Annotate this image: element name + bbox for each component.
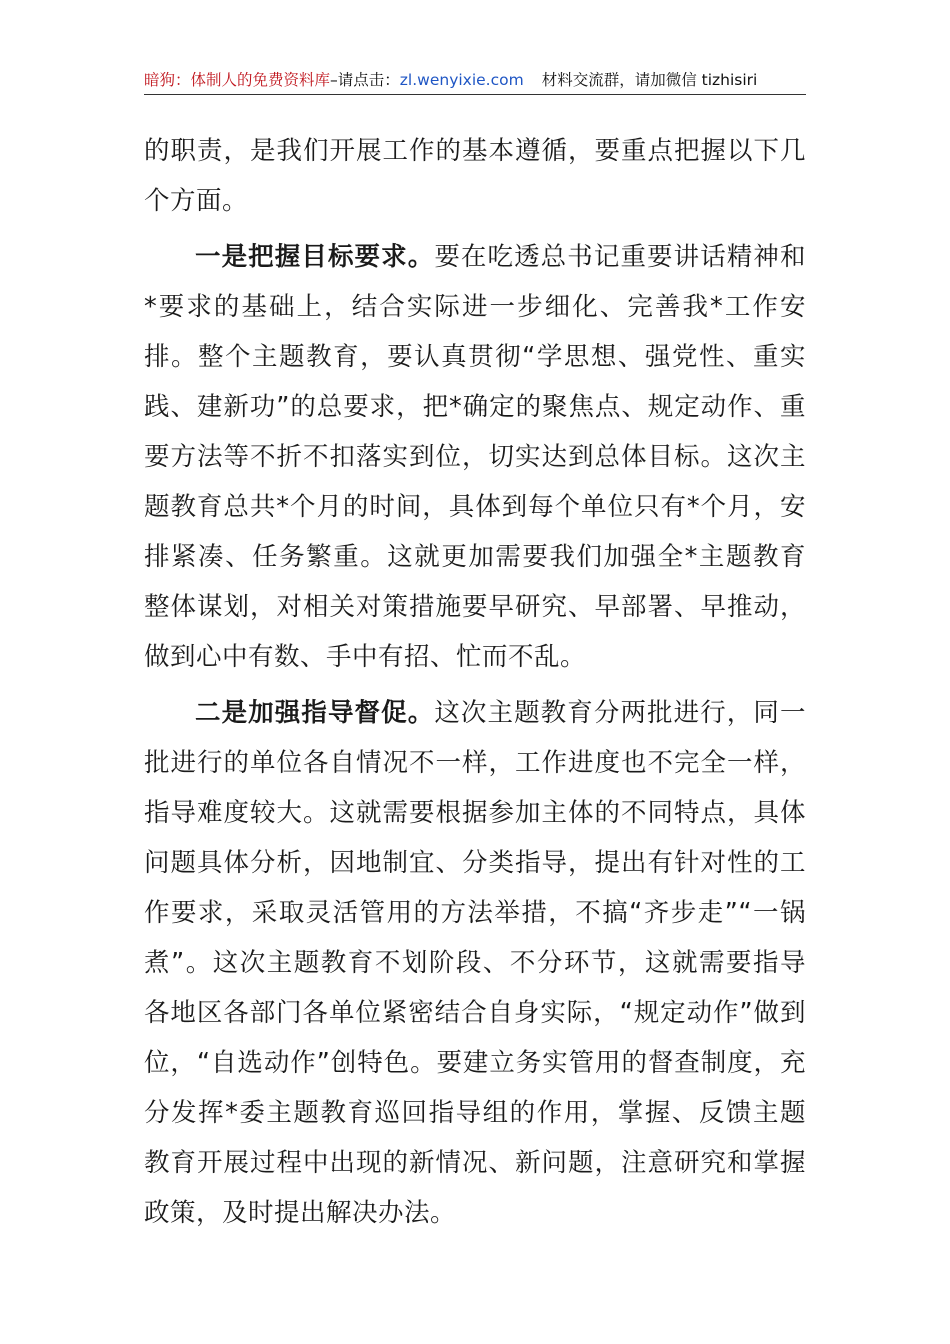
paragraph-guidance-supervision [144, 688, 806, 1238]
paragraph-target-requirements [144, 232, 806, 682]
header-wechat-label: 材料交流群，请加微信 tizhisiri [541, 71, 758, 89]
page-header [144, 68, 806, 95]
paragraph-continuation [144, 126, 806, 226]
header-url-link[interactable]: zl.wenyixie.com [399, 71, 524, 89]
paragraph-text: 的职责，是我们开展工作的基本遵循，要重点把握以下几个方面。 [144, 136, 806, 216]
paragraph-lead-heading: 二是加强指导督促。 [195, 698, 435, 728]
paragraph-lead-heading: 一是把握目标要求。 [195, 242, 435, 272]
paragraph-text: 这次主题教育分两批进行，同一批进行的单位各自情况不一样，工作进度也不完全一样，指导难度较大。这就需要根据参加主体的不同特点，具体问题具体分析，因地制宜、分类指导，提出有针对性的工作要求，采取灵活管用的方法举措，不搞“齐步走”“一锅煮”。这次主题教育不划阶段、不分环节，这就需要指导各地区各部门各单位紧密结合自身实际，“规定动作”做到位，“自选动作”创特色。要建立务实管用的督查制度，充分发挥*委主题教育巡回指导组的作用，掌握、反馈主题教育开展过程中出现的新情况、新问题，注意研究和掌握政策，及时提出解决办法。 [144, 698, 806, 1228]
header-site-label: 暗狗：体制人的免费资料库 [144, 71, 331, 89]
document-body [144, 126, 806, 1244]
paragraph-text: 要在吃透总书记重要讲话精神和*要求的基础上，结合实际进一步细化、完善我*工作安排。整个主题教育，要认真贯彻“学思想、强党性、重实践、建新功”的总要求，把*确定的聚焦点、规定动作、重要方法等不折不扣落实到位，切实达到总体目标。这次主题教育总共*个月的时间，具体到每个单位只有*个月，安排紧凑、任务繁重。这就更加需要我们加强全*主题教育整体谋划，对相关对策措施要早研究、早部署、早推动，做到心中有数、手中有招、忙而不乱。 [144, 242, 806, 672]
header-click-label: –请点击： [330, 71, 400, 89]
